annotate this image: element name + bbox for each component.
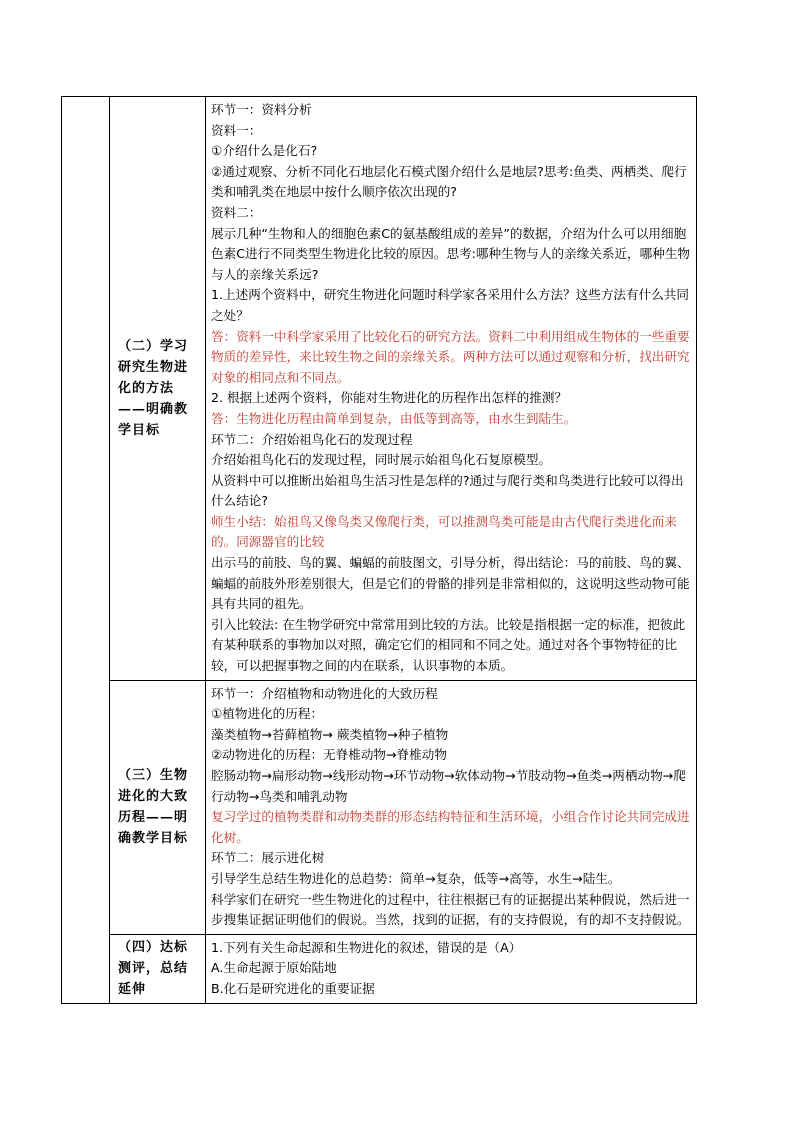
blank-first-column [62, 97, 110, 1004]
content-line: 资料一： [211, 122, 262, 138]
answer-text: 答：生物进化历程由简单到复杂，由低等到高等，由水生到陆生。 [211, 410, 577, 426]
section-content [206, 934, 697, 1003]
content-line: 引入比较法: 在生物学研究中常常用到比较的方法。比较是指根据一定的标准，把彼此有某种联系的事物加以对照，确定它们的相同和不同之处。通过对各个事物特征的比较，可以把握事物之间的内在联系，认识事物的本质。 [211, 616, 686, 674]
content-line: 2. 根据上述两个资料，你能对生物进化的历程作出怎样的推测？ [211, 390, 568, 406]
content-line: 环节二：介绍始祖鸟化石的发现过程 [211, 431, 413, 447]
lesson-plan-table [61, 96, 697, 1004]
content-line: ①介绍什么是化石? [211, 143, 318, 159]
answer-text: 答：资料一中科学家采用了比较化石的研究方法。资料二中利用组成生物体的一些重要物质的差异性，来比较生物之间的亲缘关系。两种方法可以通过观察和分析，找出研究对象的相同点和不同点。 [211, 328, 690, 385]
content-line: 资料二： [211, 204, 262, 220]
answer-text: 师生小结：始祖鸟又像鸟类又像爬行类，可以推测鸟类可能是由古代爬行类进化而来的。同源器官的比较 [211, 513, 677, 550]
content-line: 腔肠动物→扁形动物→线形动物→环节动物→软体动物→节肢动物→鱼类→两栖动物→爬行动物→鸟类和哺乳动物 [211, 768, 686, 804]
content-line: 介绍始祖鸟化石的发现过程，同时展示始祖鸟化石复原模型。 [211, 452, 552, 468]
section-label: （三）生物进化的大致历程——明确教学目标 [110, 680, 206, 934]
content-line: 引导学生总结生物进化的总趋势：简单→复杂，低等→高等，水生→陆生。 [211, 870, 621, 886]
table-row [62, 680, 697, 934]
content-line: 从资料中可以推断出始祖鸟生活习性是怎样的?通过与爬行类和鸟类进行比较可以得出什么结论? [211, 472, 684, 509]
section-label: （四）达标测评，总结延伸 [110, 934, 206, 1003]
content-line: 环节一：资料分析 [211, 102, 312, 117]
content-line: 科学家们在研究一些生物进化的过程中，往往根据已有的证据提出某种假说，然后进一步搜集证据证明他们的假说。当然，找到的证据，有的支持假说，有的却不支持假说。 [211, 891, 690, 928]
table-row [62, 97, 697, 681]
section-label: （二）学习研究生物进化的方法——明确教学目标 [110, 97, 206, 681]
content-line: 环节二：展示进化树 [211, 850, 325, 866]
content-line: 环节一：介绍植物和动物进化的大致历程 [211, 685, 438, 701]
content-line: 1.上述两个资料中，研究生物进化问题时科学家各采用什么方法？这些方法有什么共同之处？ [211, 287, 689, 323]
content-line: 藻类植物→苔藓植物→ 蕨类植物→种子植物 [211, 726, 449, 742]
section-content [206, 97, 697, 681]
content-line: 1.下列有关生命起源和生物进化的叙述，错误的是（A） [211, 939, 522, 955]
content-line: 展示几种“生物和人的细胞色素C的氨基酸组成的差异”的数据，介绍为什么可以用细胞色素C进行不同类型生物进化比较的原因。思考:哪种生物与人的亲缘关系近，哪种生物与人的亲缘关系远? [211, 225, 691, 282]
answer-text: 复习学过的植物类群和动物类群的形态结构特征和生活环境，小组合作讨论共同完成进化树。 [211, 809, 690, 845]
table-row [62, 934, 697, 1003]
section-content [206, 680, 697, 934]
content-line: ①植物进化的历程： [211, 706, 324, 722]
content-line: ②通过观察、分析不同化石地层化石模式图介绍什么是地层?思考:鱼类、两栖类、爬行类和哺乳类在地层中按什么顺序依次出现的? [211, 163, 687, 200]
content-line: ②动物进化的历程：无脊椎动物→脊椎动物 [211, 747, 447, 763]
content-line: B.化石是研究进化的重要证据 [211, 980, 375, 996]
table-body [62, 97, 697, 1004]
content-line: A.生命起源于原始陆地 [211, 960, 337, 976]
content-line: 出示马的前肢、鸟的翼、蝙蝠的前肢图文，引导分析，得出结论：马的前肢、鸟的翼、蝙蝠的前肢外形差别很大，但是它们的骨骼的排列是非常相似的，这说明这些动物可能具有共同的祖先。 [211, 555, 690, 612]
